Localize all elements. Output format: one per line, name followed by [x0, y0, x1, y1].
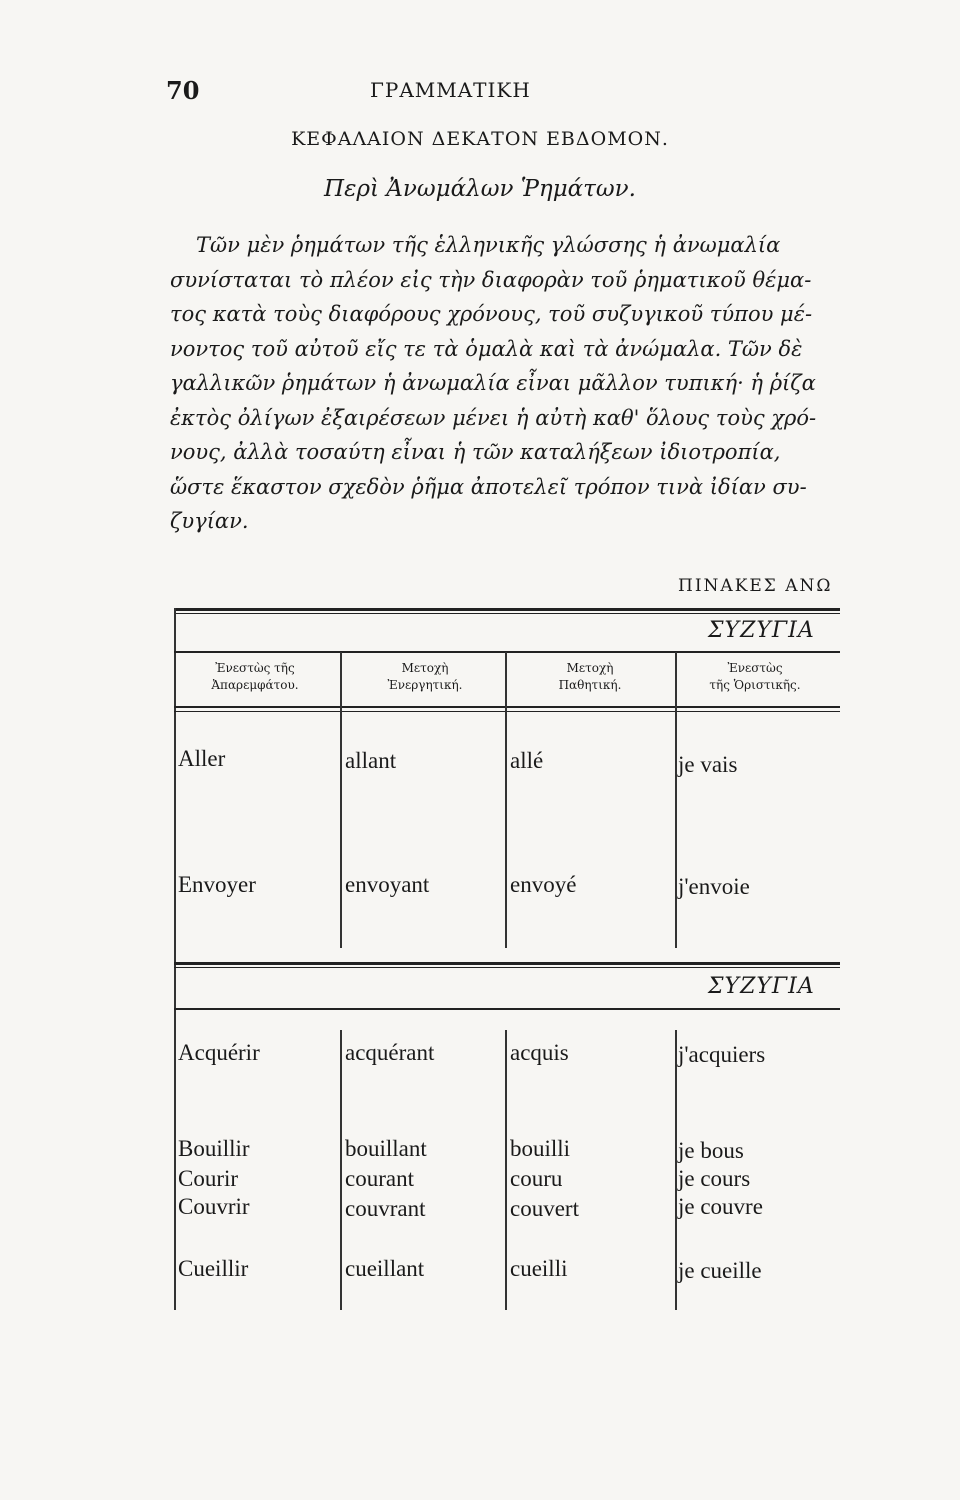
- table-cell: couru: [510, 1166, 563, 1191]
- table-cell: Envoyer: [178, 872, 256, 897]
- chapter-title: ΚΕΦΑΛΑΙΟΝ ΔΕΚΑΤΟΝ ΕΒΔΟΜΟΝ.: [291, 128, 669, 150]
- conjugation-label-2: ΣΥΖΥΓΙΑ: [708, 974, 815, 999]
- body-line: ζυγίαν.: [170, 509, 249, 533]
- table-cell: Courir: [178, 1166, 239, 1191]
- body-line: Τῶν μὲν ῥημάτων τῆς ἑλληνικῆς γλώσσης ἡ ἀνωμαλία: [196, 233, 781, 257]
- table-cell: Cueillir: [178, 1256, 249, 1281]
- table-cell: bouillant: [345, 1136, 427, 1161]
- column-header-passive-participle: Μετοχὴ Παθητική.: [558, 661, 622, 692]
- body-line: συνίσταται τὸ πλέον εἰς τὴν διαφορὰν τοῦ ῥηματικοῦ θέμα-: [170, 267, 812, 292]
- table-cell: je bous: [678, 1138, 744, 1163]
- header-rule: [174, 651, 840, 653]
- table-cell: couvert: [510, 1196, 579, 1221]
- column-separator-3b: [675, 1030, 677, 1310]
- table-cell: Aller: [178, 746, 226, 771]
- tables-heading: ΠΙΝΑΚΕΣ ΑΝΩ: [678, 576, 833, 596]
- column-header-rule-thin: [174, 711, 840, 712]
- body-line: νοντος τοῦ αὐτοῦ εἴς τε τὰ ὁμαλὰ καὶ τὰ ἀνώμαλα. Τῶν δὲ: [170, 336, 803, 361]
- table-cell: je vais: [678, 752, 738, 777]
- table-cell: envoyé: [510, 872, 577, 897]
- table-cell: acquérant: [345, 1040, 435, 1065]
- column-header-present-indicative: Ἐνεστὼς τῆς Ὁριστικῆς.: [709, 661, 801, 692]
- table-cell: Acquérir: [178, 1040, 260, 1065]
- body-line: ὥστε ἕκαστον σχεδὸν ῥῆμα ἀποτελεῖ τρόπον τινὰ ἰδίαν συ-: [170, 474, 807, 499]
- table-cell: j'envoie: [678, 874, 750, 899]
- table-top-rule: [174, 608, 840, 611]
- column-separator-3: [675, 652, 677, 948]
- column-separator-2: [505, 652, 507, 948]
- table-cell: allant: [345, 748, 397, 773]
- column-header-infinitive: Ἐνεστὼς τῆς Ἀπαρεμφάτου.: [211, 661, 299, 692]
- table-left-border: [174, 608, 176, 1310]
- table-cell: acquis: [510, 1040, 569, 1065]
- group-separator-rule-thin: [174, 967, 840, 968]
- table-cell: je couvre: [678, 1194, 763, 1219]
- conjugation-label-1: ΣΥΖΥΓΙΑ: [708, 618, 815, 643]
- table-cell: bouilli: [510, 1136, 571, 1161]
- table-cell: couvrant: [345, 1196, 426, 1221]
- body-line: ἐκτὸς ὀλίγων ἐξαιρέσεων μένει ἡ αὐτὴ καθ' ὅλους τοὺς χρό-: [170, 405, 817, 430]
- column-header-rule: [174, 706, 840, 708]
- body-paragraph: [170, 228, 838, 539]
- column-separator-2b: [505, 1030, 507, 1310]
- table-cell: Couvrir: [178, 1194, 250, 1219]
- body-line: νους, ἀλλὰ τοσαύτη εἶναι ἡ τῶν καταλήξεων ἰδιοτροπία,: [170, 440, 781, 464]
- group-separator-rule: [174, 962, 840, 965]
- table-cell: Bouillir: [178, 1136, 250, 1161]
- group-header-rule: [174, 1008, 840, 1010]
- table-cell: cueilli: [510, 1256, 568, 1281]
- running-title: ΓΡΑΜΜΑΤΙΚΗ: [370, 78, 531, 102]
- column-separator-1: [340, 652, 342, 948]
- table-cell: allé: [510, 748, 544, 773]
- table-cell: j'acquiers: [678, 1042, 766, 1067]
- table-top-rule-thin: [174, 613, 840, 614]
- column-header-active-participle: Μετοχὴ Ἐνεργητική.: [387, 661, 463, 692]
- page-number: 70: [166, 76, 200, 105]
- column-separator-1b: [340, 1030, 342, 1310]
- table-cell: courant: [345, 1166, 414, 1191]
- section-title: Περὶ Ἀνωμάλων Ῥημάτων.: [324, 176, 636, 202]
- body-line: τος κατὰ τοὺς διαφόρους χρόνους, τοῦ συζυγικοῦ τύπου μέ-: [170, 302, 813, 326]
- table-cell: je cueille: [678, 1258, 762, 1283]
- table-cell: je cours: [678, 1166, 751, 1191]
- table-cell: envoyant: [345, 872, 430, 897]
- body-line: γαλλικῶν ῥημάτων ἡ ἀνωμαλία εἶναι μᾶλλον τυπική· ἡ ῥίζα: [170, 371, 816, 395]
- table-cell: cueillant: [345, 1256, 425, 1281]
